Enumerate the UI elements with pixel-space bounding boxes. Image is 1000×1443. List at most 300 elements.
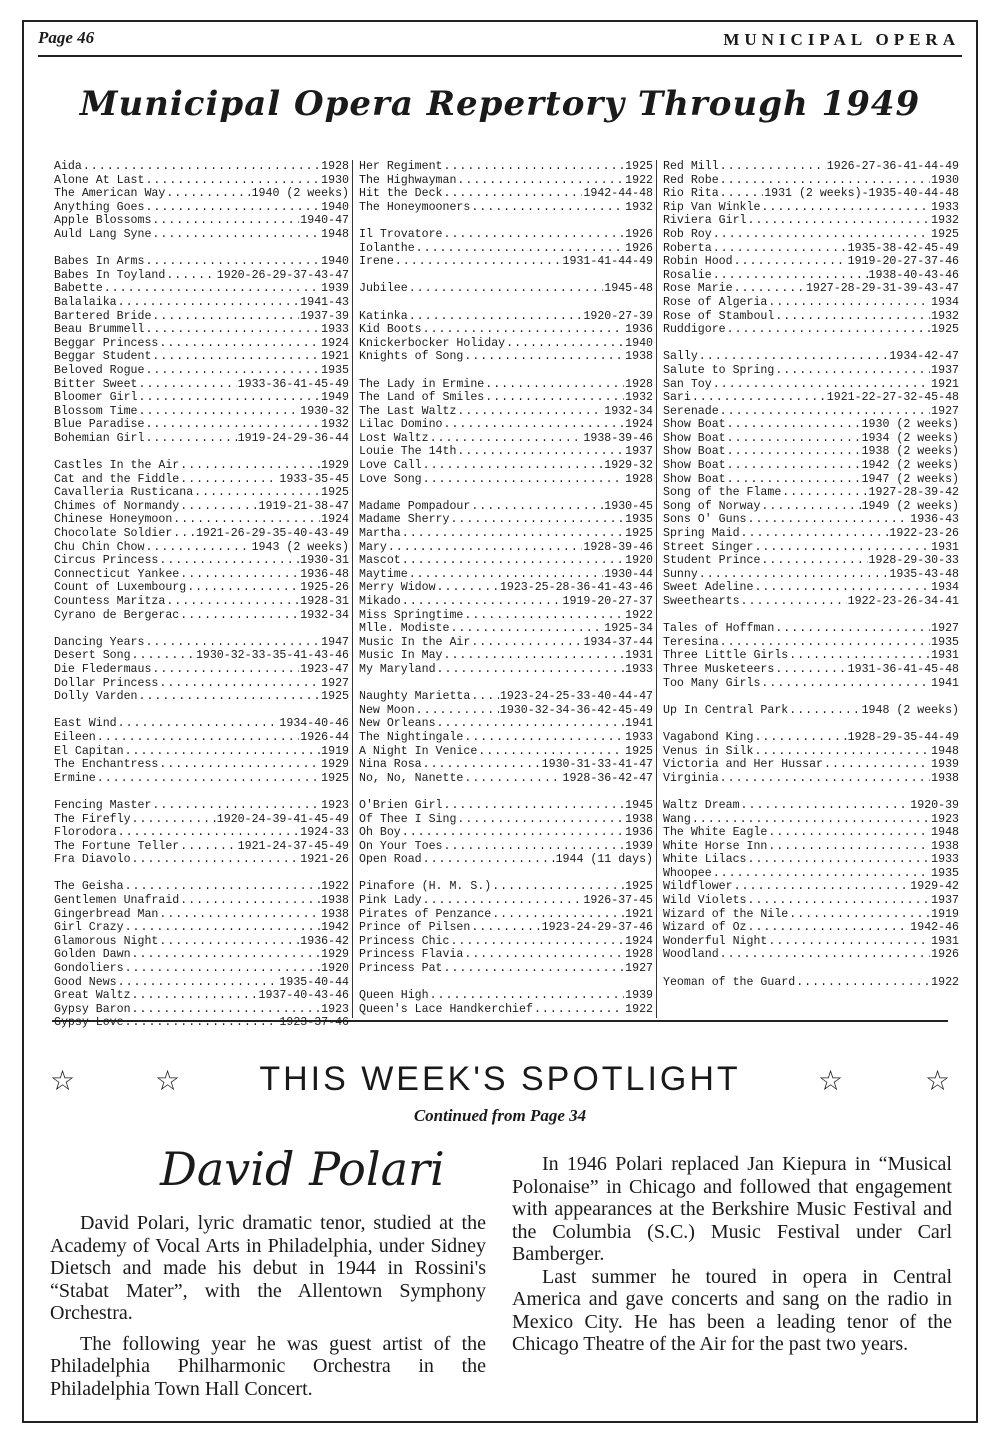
repertory-entry (663, 486, 959, 500)
repertory-entry (663, 323, 959, 337)
entry-years: 1928-31 (300, 595, 349, 608)
entry-years: 1930-31 (300, 554, 349, 568)
dot-leader (720, 174, 930, 188)
dot-leader (180, 609, 299, 623)
entry-title: Dollar Princess (54, 676, 159, 690)
entry-years: 1940 (2 weeks) (251, 187, 349, 201)
dot-leader (152, 799, 320, 813)
entry-years: 1919 (931, 907, 959, 921)
entry-years: 1927 (931, 404, 959, 418)
entry-years: 1934 (2 weeks) (861, 431, 959, 445)
entry-title: Beggar Student (54, 350, 152, 364)
repertory-entry (54, 908, 349, 922)
dot-leader (720, 772, 930, 786)
dot-leader (152, 310, 299, 324)
repertory-entry (663, 405, 959, 419)
dot-leader (444, 840, 625, 854)
entry-title: Red Mill (663, 160, 719, 173)
dot-leader (471, 201, 624, 215)
entry-title: Virginia (663, 771, 719, 785)
entry-years: 1924 (321, 336, 349, 350)
entry-years: 1925 (625, 744, 653, 758)
dot-leader (478, 745, 624, 759)
repertory-entry (54, 391, 349, 405)
repertory-entry (359, 935, 653, 949)
repertory-entry (663, 663, 959, 677)
dot-leader (761, 500, 860, 514)
entry-years: 1933 (625, 730, 653, 744)
dot-leader (444, 962, 625, 976)
entry-years: 1925 (321, 771, 349, 785)
entry-title: Wildflower (663, 880, 733, 894)
repertory-entry (663, 459, 959, 473)
repertory-entry (54, 473, 349, 487)
entry-spacer (54, 622, 349, 636)
entry-years: 1919 (321, 744, 349, 758)
entry-spacer (663, 717, 959, 731)
spotlight-subtitle: Continued from Page 34 (413, 1106, 587, 1125)
entry-years: 1927-28-39-42 (868, 486, 959, 500)
entry-years: 1932 (931, 214, 959, 228)
entry-title: Gondoliers (54, 962, 124, 976)
dot-leader (768, 296, 930, 310)
repertory-entry (663, 310, 959, 324)
entry-years: 1939 (625, 839, 653, 853)
entry-years: 1948 (931, 826, 959, 840)
entry-title: Babes In Toyland (54, 268, 166, 282)
dot-leader (727, 432, 861, 446)
repertory-entry (359, 772, 653, 786)
entry-years: 1945-48 (604, 282, 653, 296)
entry-title: The Highwayman (359, 173, 457, 187)
entry-years: 1933-36-41-45-49 (237, 377, 349, 391)
entry-title: Miss Springtime (359, 608, 464, 622)
repertory-entry (663, 853, 959, 867)
dot-leader (125, 921, 321, 935)
entry-title: Robin Hood (663, 255, 733, 269)
repertory-entry (359, 948, 653, 962)
entry-title: Glamorous Night (54, 934, 159, 948)
dot-leader (789, 649, 930, 663)
entry-title: New Moon (359, 703, 415, 717)
dot-leader (754, 541, 930, 555)
dot-leader (734, 282, 805, 296)
repertory-entry (663, 513, 959, 527)
entry-years: 1924 (625, 934, 653, 948)
repertory-entry (359, 541, 653, 555)
entry-years: 1925 (625, 880, 653, 894)
repertory-entry (663, 813, 959, 827)
repertory-entry (54, 187, 349, 201)
dot-leader (741, 595, 847, 609)
repertory-entry (359, 391, 653, 405)
repertory-entry (359, 310, 653, 324)
entry-title: Music In the Air (359, 635, 471, 649)
entry-years: 1928 (625, 472, 653, 486)
dot-leader (97, 772, 320, 786)
entry-title: Teresina (663, 635, 719, 649)
repertory-entry (663, 622, 959, 636)
dot-leader (145, 541, 250, 555)
entry-years: 1949 (321, 391, 349, 405)
dot-leader (180, 568, 299, 582)
entry-title: Waltz Dream (663, 798, 740, 812)
dot-leader (159, 935, 299, 949)
entry-title: Katinka (359, 309, 408, 323)
entry-title: Mlle. Modiste (359, 622, 450, 636)
entry-years: 1926 (625, 241, 653, 255)
entry-years: 1930 (931, 173, 959, 187)
entry-years: 1924-33 (300, 826, 349, 840)
dot-leader (145, 323, 320, 337)
entry-years: 1921-24-37-45-49 (237, 839, 349, 853)
entry-years: 1922-23-26 (889, 527, 959, 541)
entry-title: My Maryland (359, 662, 436, 676)
dot-leader (180, 894, 320, 908)
entry-years: 1922-23-26-34-41 (847, 595, 959, 608)
repertory-entry (54, 962, 349, 976)
repertory-entry (663, 731, 959, 745)
repertory-entry (359, 853, 653, 867)
dot-leader (720, 187, 764, 201)
dot-leader (159, 677, 320, 691)
entry-years: 1936-48 (300, 567, 349, 581)
repertory-entry (359, 445, 653, 459)
repertory-entry (663, 418, 959, 432)
entry-years: 1925 (931, 227, 959, 241)
entry-years: 1930-45 (604, 499, 653, 513)
repertory-entry (663, 350, 959, 364)
entry-title: Show Boat (663, 445, 726, 459)
entry-title: Rip Van Winkle (663, 200, 761, 214)
repertory-entry (663, 772, 959, 786)
entry-years: 1942 (2 weeks) (861, 459, 959, 473)
repertory-entry (54, 813, 349, 827)
entry-title: Countess Maritza (54, 595, 166, 608)
repertory-entry (54, 418, 349, 432)
dot-leader (775, 364, 930, 378)
dot-leader (152, 214, 299, 228)
repertory-entry (359, 921, 653, 935)
dot-leader (180, 473, 278, 487)
entry-title: O'Brien Girl (359, 798, 443, 812)
entry-title: Three Little Girls (663, 649, 789, 663)
entry-years: 1930-32-33-35-41-43-46 (195, 649, 349, 663)
repertory-entry (54, 378, 349, 392)
entry-title: Count of Luxembourg (54, 581, 187, 595)
entry-years: 1932-34 (604, 404, 653, 418)
header-rule (38, 55, 962, 57)
entry-years: 1941 (931, 676, 959, 690)
entry-title: The White Eagle (663, 826, 768, 840)
entry-years: 1928-29-35-44-49 (847, 730, 959, 744)
entry-title: Gypsy Love (54, 1016, 124, 1030)
repertory-entry (54, 310, 349, 324)
entry-spacer (359, 486, 653, 500)
entry-title: Wang (663, 812, 691, 826)
entry-title: Princess Flavia (359, 948, 464, 962)
dot-leader (139, 378, 237, 392)
repertory-entry (54, 296, 349, 310)
repertory-entry (54, 269, 349, 283)
repertory-entry (663, 745, 959, 759)
repertory-entry (54, 880, 349, 894)
dot-leader (485, 378, 624, 392)
repertory-entry (359, 745, 653, 759)
entry-title: Victoria and Her Hussar (663, 758, 824, 772)
entry-years: 1934 (931, 295, 959, 309)
entry-title: Bohemian Girl (54, 431, 145, 445)
article-left-column (50, 1212, 486, 1400)
entry-title: Aida (54, 160, 82, 173)
dot-leader (409, 310, 583, 324)
dot-leader (720, 948, 930, 962)
dot-leader (450, 935, 624, 949)
dot-leader (145, 432, 236, 446)
entry-title: On Your Toes (359, 839, 443, 853)
repertory-entry (359, 840, 653, 854)
entry-title: Her Regiment (359, 160, 443, 173)
entry-years: 1919-20-27-37 (562, 595, 653, 608)
repertory-entry (663, 677, 959, 691)
entry-title: Dancing Years (54, 635, 145, 649)
entry-years: 1940 (321, 200, 349, 214)
entry-title: Sons O' Guns (663, 513, 747, 527)
entry-years: 1923-25-28-36-41-43-46 (499, 581, 653, 595)
entry-title: Of Thee I Sing (359, 812, 457, 826)
dot-leader (132, 649, 195, 663)
repertory-entry (54, 717, 349, 731)
dot-leader (423, 853, 555, 867)
entry-title: Red Robe (663, 173, 719, 187)
entry-spacer (54, 785, 349, 799)
repertory-entry (359, 282, 653, 296)
entry-title: Woodland (663, 948, 719, 962)
entry-title: Show Boat (663, 472, 726, 486)
dot-leader (166, 187, 250, 201)
entry-title: Connecticut Yankee (54, 567, 180, 581)
star-icon: ☆ (155, 1064, 181, 1097)
repertory-entry (359, 894, 653, 908)
repertory-entry (54, 282, 349, 296)
repertory-entry (54, 636, 349, 650)
dot-leader (754, 745, 930, 759)
dot-leader (166, 595, 299, 609)
repertory-entry (54, 350, 349, 364)
dot-leader (194, 486, 320, 500)
repertory-entry (54, 826, 349, 840)
repertory-entry (359, 378, 653, 392)
entry-years: 1937-40-43-46 (258, 989, 349, 1003)
entry-title: Gentlemen Unafraid (54, 894, 180, 908)
repertory-entry (359, 500, 653, 514)
repertory-entry (54, 541, 349, 555)
entry-years: 1921 (931, 377, 959, 391)
entry-years: 1923 (931, 812, 959, 826)
dot-leader (118, 976, 279, 990)
repertory-entry (54, 677, 349, 691)
entry-title: Up In Central Park (663, 703, 789, 717)
repertory-entry (663, 554, 959, 568)
repertory-entry (54, 160, 349, 174)
entry-title: Love Call (359, 459, 422, 473)
repertory-entry (663, 201, 959, 215)
dot-leader (444, 187, 583, 201)
entry-title: Blossom Time (54, 404, 138, 418)
entry-years: 1931 (2 weeks)-1935-40-44-48 (764, 187, 959, 201)
entry-years: 1936 (625, 826, 653, 840)
entry-title: Too Many Girls (663, 676, 761, 690)
dot-leader (180, 500, 257, 514)
entry-title: Rose of Algeria (663, 295, 768, 309)
repertory-entry (663, 935, 959, 949)
dot-leader (796, 976, 930, 990)
dot-leader (534, 1003, 624, 1017)
dot-leader (139, 690, 321, 704)
dot-leader (713, 867, 930, 881)
entry-title: Prince of Pilsen (359, 921, 471, 935)
entry-years: 1928 (625, 948, 653, 962)
repertory-entry (359, 242, 653, 256)
dot-leader (450, 513, 624, 527)
entry-title: Show Boat (663, 459, 726, 473)
repertory-entry (663, 160, 959, 174)
entry-years: 1933-35-45 (279, 472, 349, 486)
entry-years: 1926 (625, 227, 653, 241)
dot-leader (159, 337, 320, 351)
entry-title: Tales of Hoffman (663, 622, 775, 636)
entry-title: Maytime (359, 567, 408, 581)
entry-years: 1926-27-36-41-44-49 (826, 160, 959, 173)
repertory-entry (54, 921, 349, 935)
entry-title: Wizard of the Nile (663, 907, 789, 921)
entry-title: Sunny (663, 567, 698, 581)
section-rule (52, 1020, 948, 1022)
dot-leader (402, 527, 624, 541)
entry-title: Jubilee (359, 282, 408, 296)
dot-leader (118, 296, 300, 310)
repertory-entry (663, 581, 959, 595)
repertory-entry (663, 391, 959, 405)
dot-leader (720, 636, 930, 650)
entry-years: 1923-47 (300, 662, 349, 676)
dot-leader (180, 840, 236, 854)
entry-years: 1948 (931, 744, 959, 758)
repertory-entry (359, 581, 653, 595)
repertory-entry (54, 731, 349, 745)
spotlight-title: THIS WEEK'S SPOTLIGHT (259, 1060, 741, 1098)
dot-leader (83, 160, 320, 174)
dot-leader (464, 772, 561, 786)
entry-title: Irene (359, 255, 394, 269)
entry-years: 1921-26-29-35-40-43-49 (195, 527, 349, 541)
entry-title: Three Musketeers (663, 662, 775, 676)
entry-years: 1935 (321, 363, 349, 377)
repertory-entry (54, 1016, 349, 1030)
entry-years: 1940-47 (300, 214, 349, 228)
entry-title: Yeoman of the Guard (663, 975, 796, 989)
entry-years: 1932 (321, 418, 349, 432)
entry-title: Blue Paradise (54, 418, 145, 432)
entry-years: 1934-42-47 (889, 350, 959, 364)
entry-title: Wonderful Night (663, 934, 768, 948)
entry-spacer (359, 785, 653, 799)
entry-years: 1932 (625, 200, 653, 214)
dot-leader (768, 840, 930, 854)
entry-title: Il Trovatore (359, 227, 443, 241)
entry-title: Golden Dawn (54, 948, 131, 962)
entry-title: Lilac Domino (359, 418, 443, 432)
entry-title: Rio Rita (663, 187, 719, 201)
entry-title: Gingerbread Man (54, 907, 159, 921)
entry-years: 1927 (321, 676, 349, 690)
entry-title: Rose Marie (663, 282, 733, 296)
entry-title: Pirates of Penzance (359, 907, 492, 921)
repertory-entry (359, 649, 653, 663)
dot-leader (727, 473, 861, 487)
entry-years: 1923-37-46 (279, 1016, 349, 1030)
repertory-entry (359, 350, 653, 364)
repertory-entry (54, 323, 349, 337)
repertory-entry (663, 527, 959, 541)
entry-title: Chinese Honeymoon (54, 513, 173, 527)
dot-leader (388, 541, 583, 555)
artist-name: David Polari (160, 1142, 445, 1196)
dot-leader (734, 255, 847, 269)
entry-title: Knights of Song (359, 350, 464, 364)
entry-title: Good News (54, 975, 117, 989)
entry-years: 1938-40-43-46 (868, 268, 959, 282)
dot-leader (720, 160, 826, 174)
repertory-entry (54, 772, 349, 786)
entry-years: 1942 (321, 921, 349, 935)
repertory-entry (663, 880, 959, 894)
entry-years: 1924 (321, 513, 349, 527)
repertory-entry (359, 201, 653, 215)
repertory-entry (54, 894, 349, 908)
entry-years: 1921 (625, 907, 653, 921)
entry-years: 1934-37-44 (583, 635, 653, 649)
entry-years: 1941 (625, 717, 653, 731)
entry-years: 1928-36-42-47 (562, 771, 653, 785)
entry-years: 1938 (625, 812, 653, 826)
repertory-entry (663, 214, 959, 228)
repertory-entry (663, 908, 959, 922)
entry-years: 1943 (2 weeks) (251, 540, 349, 554)
repertory-entry (54, 948, 349, 962)
repertory-entry (663, 758, 959, 772)
entry-years: 1925-34 (604, 622, 653, 636)
entry-years: 1920-26-29-37-43-47 (216, 268, 349, 282)
entry-years: 1936-43 (910, 513, 959, 527)
dot-leader (152, 663, 299, 677)
entry-years: 1937 (625, 445, 653, 459)
dot-leader (754, 731, 846, 745)
entry-title: Cavalleria Rusticana (54, 486, 194, 500)
entry-title: Rob Roy (663, 227, 712, 241)
repertory-entry (663, 432, 959, 446)
entry-title: The Honeymooners (359, 200, 471, 214)
dot-leader (471, 921, 540, 935)
dot-leader (104, 282, 320, 296)
repertory-entry (54, 609, 349, 623)
dot-leader (727, 323, 931, 337)
entry-title: Girl Crazy (54, 921, 124, 935)
dot-leader (754, 581, 930, 595)
entry-years: 1924 (625, 418, 653, 432)
dot-leader (768, 935, 930, 949)
entry-years: 1926 (931, 948, 959, 962)
